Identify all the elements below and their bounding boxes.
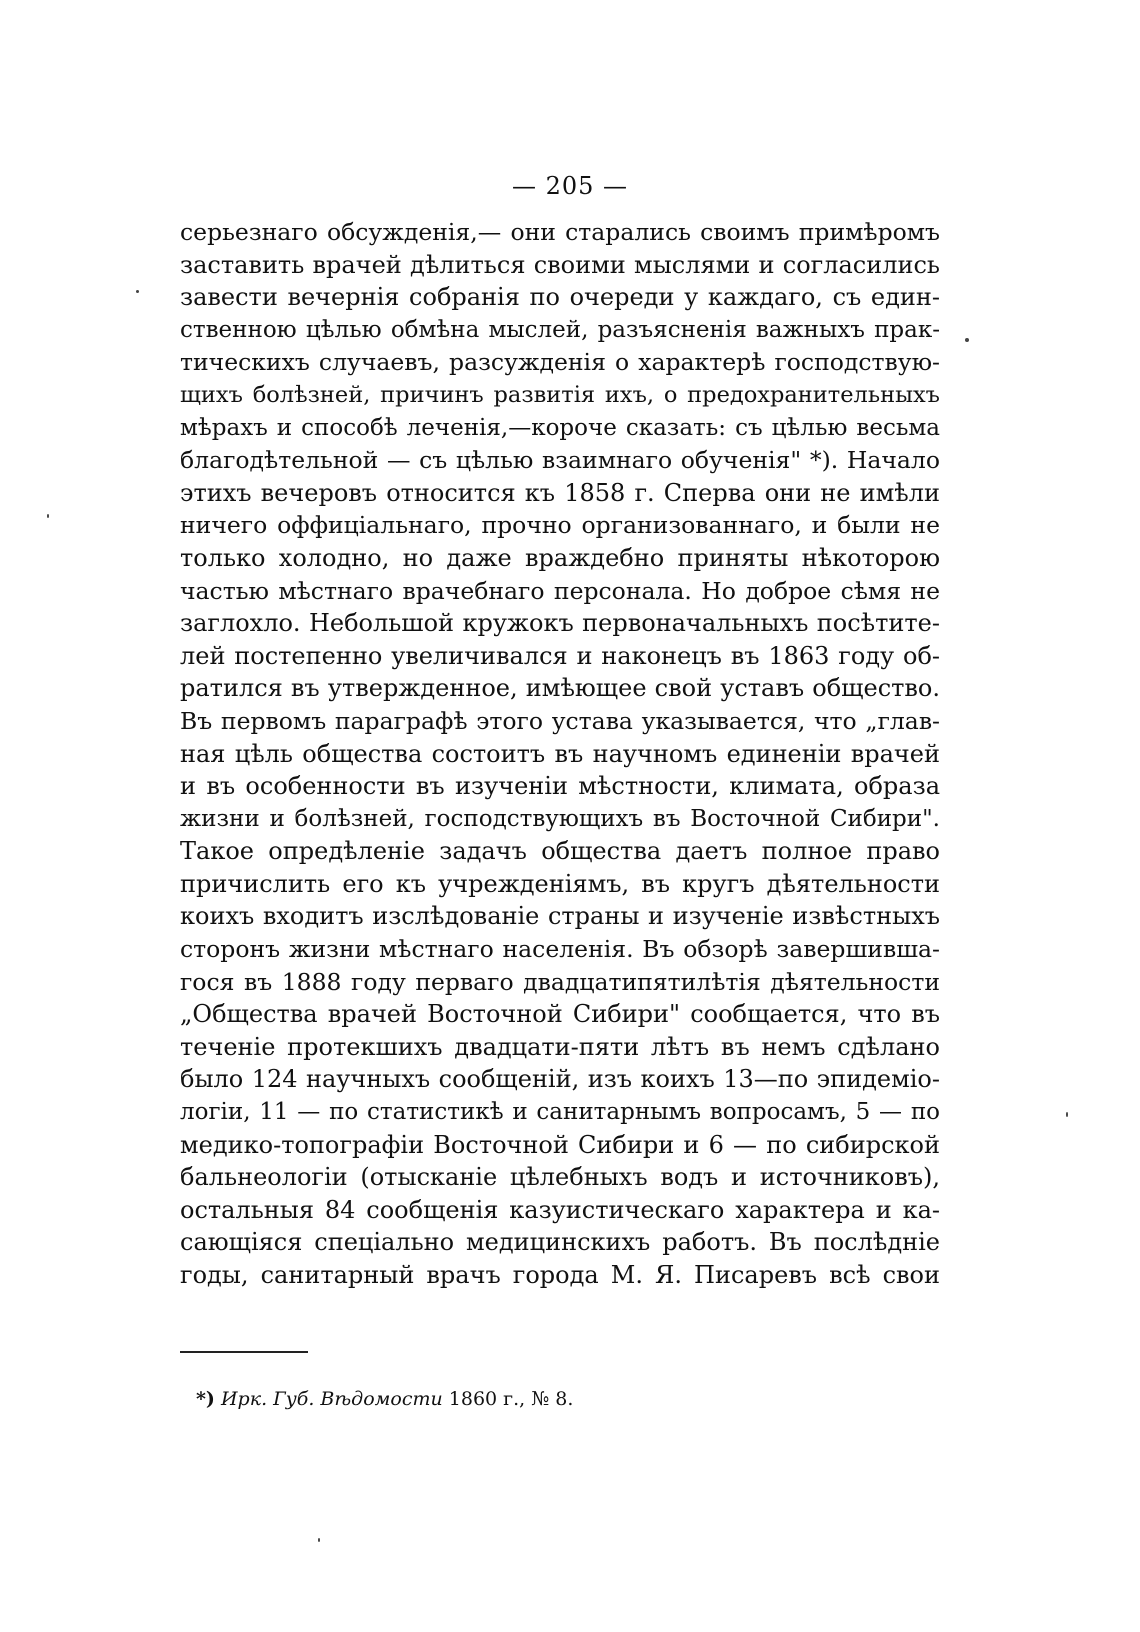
scan-speck [318, 1538, 320, 1542]
footnote [196, 1388, 573, 1410]
text-line: годы, санитарный врачъ города М. Я. Писаревъ всѣ свои [180, 1261, 940, 1289]
text-line: только холодно, но даже враждебно приняты нѣкоторою [180, 543, 940, 572]
text-line: было 124 научныхъ сообщеній, изъ коихъ 13—по эпидеміо- [180, 1065, 940, 1094]
text-line: ничего оффиціальнаго, прочно организованнаго, и были не [180, 511, 940, 540]
text-line: медико-топографіи Восточной Сибири и 6 — по сибирской [180, 1130, 940, 1159]
text-line: этихъ вечеровъ относится къ 1858 г. Сперва они не имѣли [180, 478, 940, 507]
text-line: сторонъ жизни мѣстнаго населенія. Въ обзорѣ завершивша- [180, 935, 940, 964]
text-line: коихъ входитъ изслѣдованіе страны и изученіе извѣстныхъ [180, 902, 940, 931]
text-line: ная цѣль общества состоитъ въ научномъ единеніи врачей [180, 739, 940, 768]
page-number: — 205 — [511, 172, 629, 200]
text-line: лей постепенно увеличивался и наконецъ въ 1863 году об- [180, 641, 940, 670]
text-line: щихъ болѣзней, причинъ развитія ихъ, о предохранительныхъ [180, 381, 940, 408]
text-line: тическихъ случаевъ, разсужденія о характерѣ господствую- [180, 348, 940, 377]
text-line: заставить врачей дѣлиться своими мыслями и согласились [180, 250, 940, 279]
text-line: Въ первомъ параграфѣ этого устава указывается, что „глав- [180, 706, 940, 735]
footnote-details: 1860 г., № 8. [448, 1388, 574, 1410]
footnote-divider [180, 1351, 308, 1353]
text-line: серьезнаго обсужденія,— они старались своимъ примѣромъ [180, 218, 940, 246]
text-line: жизни и болѣзней, господствующихъ въ Восточной Сибири". [180, 805, 940, 832]
text-line: ственною цѣлью обмѣна мыслей, разъясненія важныхъ прак- [180, 316, 940, 343]
footnote-marker: *) [196, 1388, 215, 1410]
body-text [180, 216, 940, 1292]
text-line: сающіяся спеціально медицинскихъ работъ. Въ послѣдніе [180, 1228, 940, 1257]
text-line: причислить его къ учрежденіямъ, въ кругъ дѣятельности [180, 869, 940, 898]
footnote-source: Ирк. Губ. Вѣдомости [220, 1388, 443, 1410]
text-line: и въ особенности въ изученіи мѣстности, климата, образа [180, 772, 940, 801]
text-line: заглохло. Небольшой кружокъ первоначальныхъ посѣтите- [180, 609, 940, 638]
scan-speck [965, 338, 969, 342]
text-line: частью мѣстнаго врачебнаго персонала. Но доброе сѣмя не [180, 576, 940, 605]
text-line: ратился въ утвержденное, имѣющее свой уставъ общество. [180, 674, 940, 703]
scan-speck [1066, 1112, 1068, 1117]
text-line: логіи, 11 — по статистикѣ и санитарнымъ вопросамъ, 5 — по [180, 1099, 940, 1126]
text-line: остальныя 84 сообщенія казуистическаго характера и ка- [180, 1195, 940, 1224]
text-line: гося въ 1888 году перваго двадцатипятилѣтія дѣятельности [180, 967, 940, 996]
text-line: „Общества врачей Восточной Сибири" сообщается, что въ [180, 1000, 940, 1029]
text-line: бальнеологіи (отысканіе цѣлебныхъ водъ и источниковъ), [180, 1163, 940, 1192]
text-line: завести вечернія собранія по очереди у каждаго, съ един- [180, 283, 940, 312]
scan-speck [47, 514, 49, 518]
text-line: благодѣтельной — съ цѣлью взаимнаго обученія" *). Начало [180, 446, 940, 475]
text-line: теченіе протекшихъ двадцати-пяти лѣтъ въ немъ сдѣлано [180, 1032, 940, 1061]
scan-speck [136, 290, 139, 293]
text-line: Такое опредѣленіе задачъ общества даетъ полное право [180, 837, 940, 866]
text-line: мѣрахъ и способѣ леченія,—короче сказать: съ цѣлью весьма [180, 414, 940, 441]
